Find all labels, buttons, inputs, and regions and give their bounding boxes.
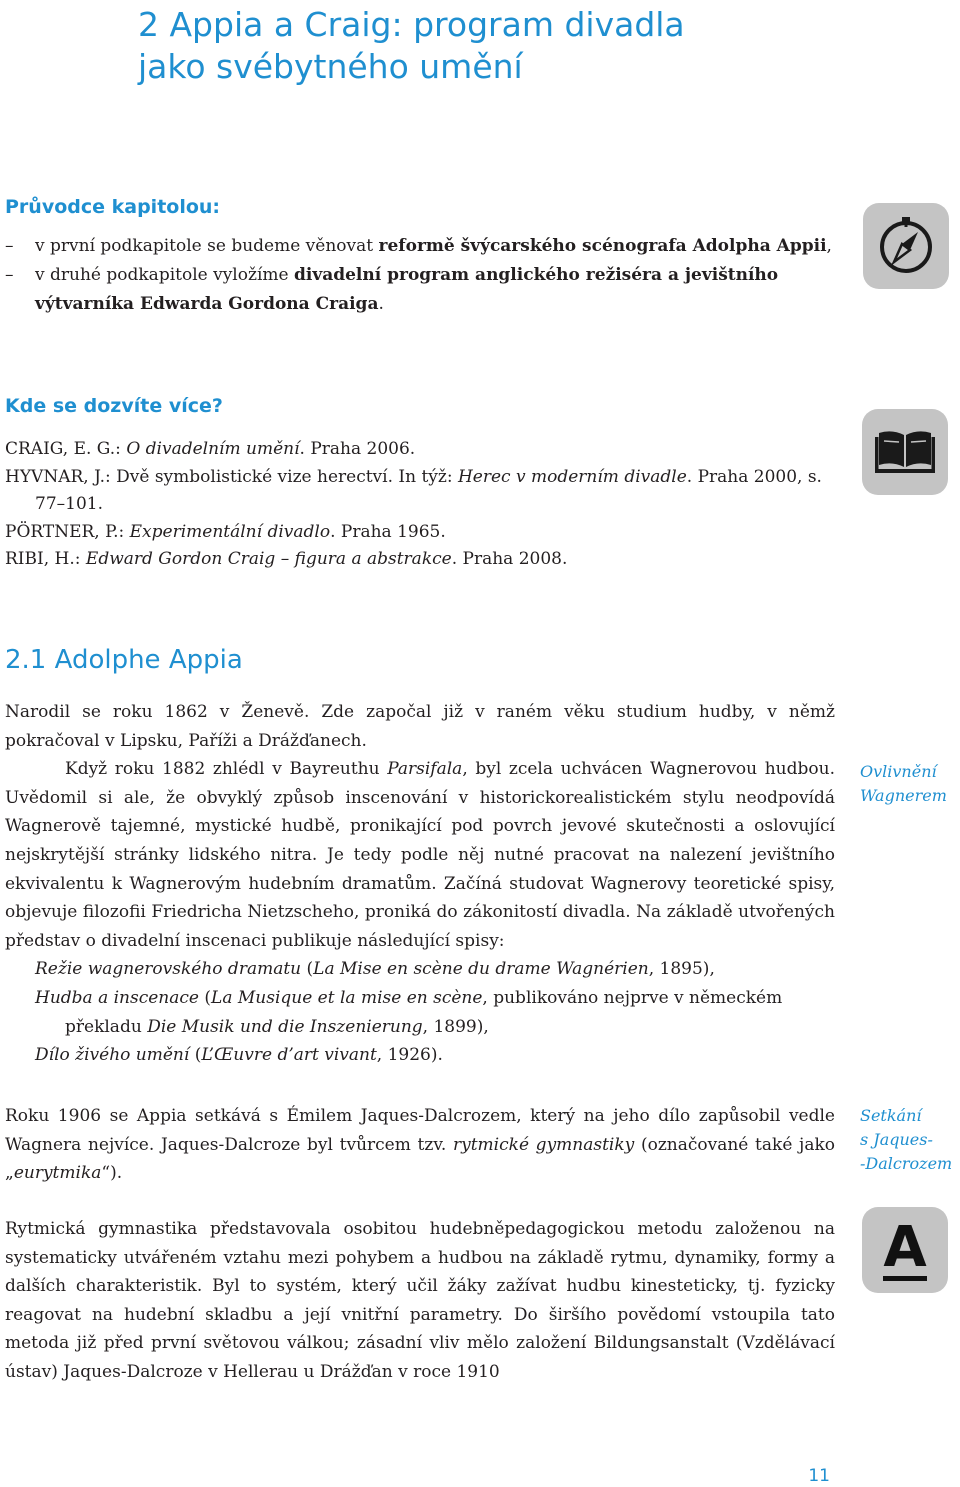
book-icon [862, 409, 948, 495]
reference-item: HYVNAR, J.: Dvě symbolistické vize herectví. In týž: Herec v moderním divadle. Praha 2000, s. 77–101. [5, 466, 822, 514]
paragraph: Roku 1906 se Appia setkává s Émilem Jaques-Dalcrozem, který na jeho dílo zapůsobil vedle Wagnera nejvíce. Jaques-Dalcroze byl tvůrcem tzv. rytmické gymnastiky (označované také jako „eurytmika“). [5, 1106, 836, 1184]
compass-icon [863, 203, 949, 289]
chapter-title [138, 4, 685, 88]
paragraph: Když roku 1882 zhlédl v Bayreuthu Parsifala, byl zcela uchvácen Wagnerovou hudbou. Uvědomil si ale, že obvyklý způsob inscenování v historickorealistickém stylu neodpovídá Wagnerově tajemné, mystické hudbě, pronikající pod povrch jevové skutečnosti a oslovující nejskrytější stránky lidského nitra. Je tedy podle něj nutné pracovat na nalezení jevištního ekvivalentu k Wagnerovým hudebním dramatům. Začíná studovat Wagnerovy teoretické spisy, objevuje filozofii Friedricha Nietzscheho, proniká do zákonitostí divadla. Na základě utvořených představ o divadelní inscenaci publikuje následující spisy: [5, 759, 835, 951]
paragraph: Narodil se roku 1862 v Ženevě. Zde započal již v raném věku studium hudby, v němž pokračoval v Lipsku, Paříži a Drážďanech. [5, 702, 835, 751]
guide-heading: Průvodce kapitolou: [5, 196, 221, 218]
page-number: 11 [808, 1466, 830, 1486]
margin-note: Ovlivnění Wagnerem [860, 762, 947, 805]
reference-item: RIBI, H.: Edward Gordon Craig – figura a abstrakce. Praha 2008. [5, 549, 568, 569]
guide-item: – v první podkapitole se budeme věnovat reformě švýcarského scénografa Adolpha Appii, [5, 232, 845, 261]
reference-item: PÖRTNER, P.: Experimentální divadlo. Praha 1965. [5, 521, 446, 542]
work-item: Dílo živého umění (L’Œuvre d’art vivant, 1926). [35, 1045, 443, 1066]
reference-item: CRAIG, E. G.: O divadelním umění. Praha 2006. [5, 439, 416, 459]
guide-item: – v druhé podkapitole vyložíme divadelní program anglického režiséra a jevištního výtvarníka Edwarda Gordona Craiga. [5, 261, 845, 319]
dash-marker: – [5, 265, 14, 285]
references-heading: Kde se dozvíte více? [5, 395, 223, 417]
section-body [5, 698, 835, 1070]
section-heading: 2.1 Adolphe Appia [5, 645, 243, 675]
letter-a-icon: A [862, 1207, 948, 1293]
chapter-title-line-2: jako svébytného umění [138, 47, 523, 86]
paragraph: Rytmická gymnastika představovala osobitou hudebněpedagogickou metodu založenou na systematicky utvářeném vztahu mezi pohybem a hudbou na základě rytmu, dynamiky, formy a dalších charakteristik. Byl to systém, který učil žáky zažívat hudbu kinesteticky, tj. fyzicky reagovat na hudební skladbu a její vnitřní parametry. Do širšího povědomí vstoupila tato metoda již před první světovou válkou; zásadní vliv mělo založení Bildungsanstalt (Vzdělávací ústav) Jaques-Dalcroze v Hellerau u Drážďan v roce 1910 [5, 1219, 835, 1382]
margin-note: Setkání s Jaques- -Dalcrozem [860, 1106, 953, 1173]
work-item: Hudba a inscenace (La Musique et la mise en scène, publikováno nejprve v německém překladu Die Musik und die Inszenierung, 1899), [35, 987, 783, 1037]
chapter-title-line-1: 2 Appia a Craig: program divadla [138, 5, 685, 44]
dash-marker: – [5, 236, 14, 256]
guide-list [5, 232, 845, 319]
work-item: Režie wagnerovského dramatu (La Mise en scène du drame Wagnérien, 1895), [35, 959, 715, 980]
reference-list [5, 436, 845, 574]
